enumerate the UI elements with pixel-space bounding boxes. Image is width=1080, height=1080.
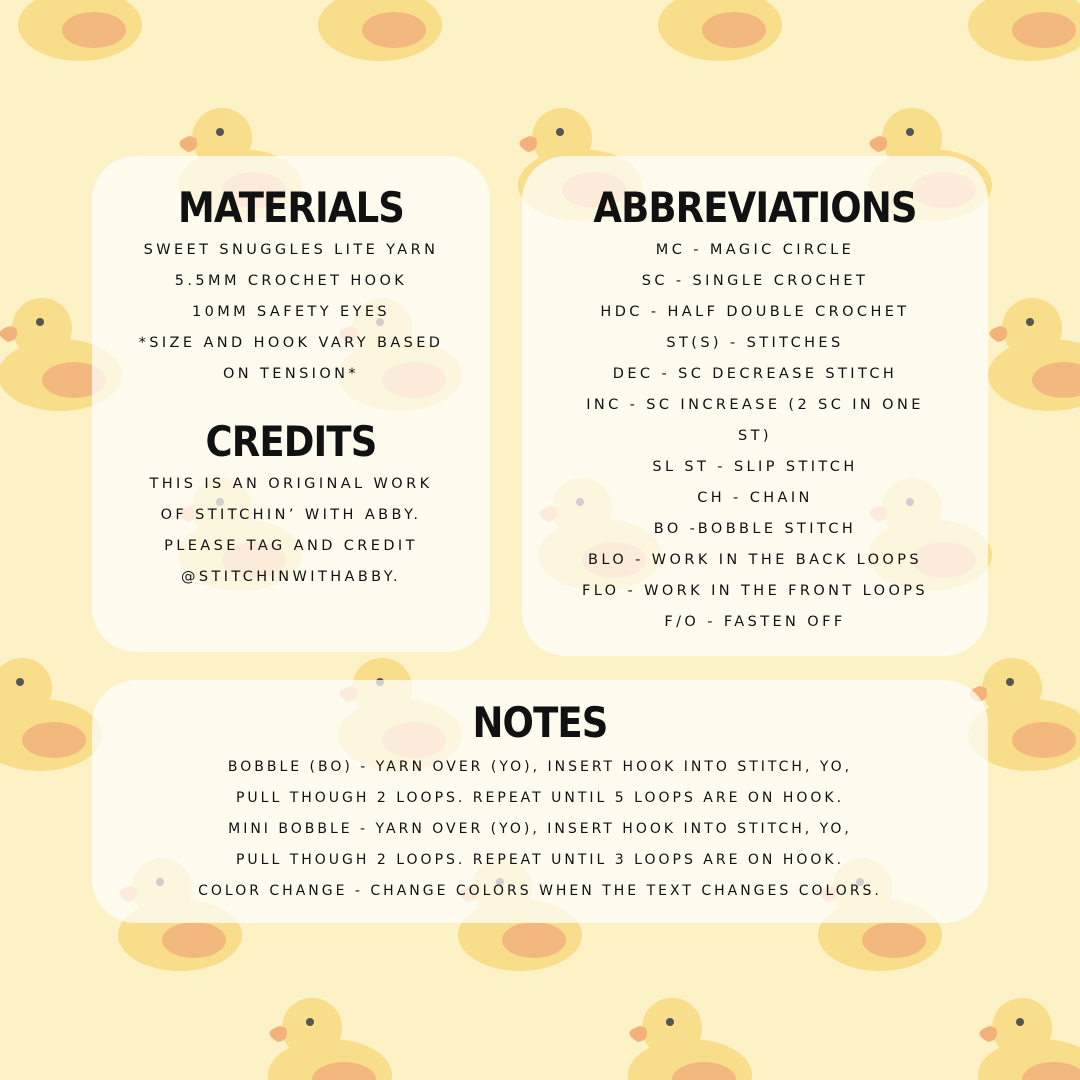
materials-item: 5.5MM CROCHET HOOK bbox=[174, 273, 408, 289]
abbreviation-line: F/O - FASTEN OFF bbox=[664, 614, 846, 630]
abbreviation-line: MC - MAGIC CIRCLE bbox=[655, 242, 855, 258]
notes-text bbox=[92, 752, 988, 907]
abbreviation-line: DEC - SC DECREASE STITCH bbox=[612, 366, 898, 382]
abbreviation-line: BO -BOBBLE STITCH bbox=[653, 521, 857, 537]
notes-line: PULL THOUGH 2 LOOPS. REPEAT UNTIL 3 LOOPS ARE ON HOOK. bbox=[235, 852, 845, 868]
notes-line: MINI BOBBLE - YARN OVER (YO), INSERT HOOK INTO STITCH, YO, bbox=[228, 821, 852, 837]
credits-heading: CREDITS bbox=[205, 417, 377, 466]
abbreviation-line: SC - SINGLE CROCHET bbox=[641, 273, 869, 289]
credits-line: OF STITCHIN’ WITH ABBY. bbox=[160, 507, 422, 523]
abbreviation-line: FLO - WORK IN THE FRONT LOOPS bbox=[581, 583, 929, 599]
notes-panel bbox=[92, 680, 988, 923]
abbreviations-panel bbox=[522, 156, 988, 656]
credits-line: PLEASE TAG AND CREDIT bbox=[164, 538, 418, 554]
notes-heading: NOTES bbox=[472, 698, 608, 747]
credits-text bbox=[92, 469, 490, 593]
abbreviation-line: INC - SC INCREASE (2 SC IN ONE bbox=[586, 397, 924, 413]
abbreviation-line: BLO - WORK IN THE BACK LOOPS bbox=[588, 552, 922, 568]
abbreviation-line: HDC - HALF DOUBLE CROCHET bbox=[600, 304, 910, 320]
duck-tile-row-1 bbox=[18, 0, 1080, 61]
abbreviation-line: ST) bbox=[738, 428, 772, 444]
materials-item: SWEET SNUGGLES LITE YARN bbox=[143, 242, 439, 258]
materials-credits-panel bbox=[92, 156, 490, 652]
abbreviations-heading: ABBREVIATIONS bbox=[593, 183, 917, 232]
materials-item: *SIZE AND HOOK VARY BASED bbox=[138, 335, 444, 351]
abbreviation-line: SL ST - SLIP STITCH bbox=[652, 459, 858, 475]
notes-line: BOBBLE (BO) - YARN OVER (YO), INSERT HOOK INTO STITCH, YO, bbox=[227, 759, 853, 775]
credits-line: @STITCHINWITHABBY. bbox=[180, 569, 402, 585]
materials-heading: MATERIALS bbox=[177, 183, 405, 232]
duck-tile-row-7 bbox=[268, 998, 1080, 1080]
materials-item: ON TENSION* bbox=[222, 366, 360, 382]
abbreviations-list bbox=[522, 235, 988, 638]
abbreviation-line: CH - CHAIN bbox=[697, 490, 813, 506]
notes-line: COLOR CHANGE - CHANGE COLORS WHEN THE TEXT CHANGES COLORS. bbox=[198, 883, 882, 899]
abbreviation-line: ST(S) - STITCHES bbox=[666, 335, 844, 351]
credits-line: THIS IS AN ORIGINAL WORK bbox=[149, 476, 433, 492]
materials-list bbox=[92, 235, 490, 390]
materials-item: 10MM SAFETY EYES bbox=[191, 304, 391, 320]
notes-line: PULL THOUGH 2 LOOPS. REPEAT UNTIL 5 LOOPS ARE ON HOOK. bbox=[235, 790, 845, 806]
